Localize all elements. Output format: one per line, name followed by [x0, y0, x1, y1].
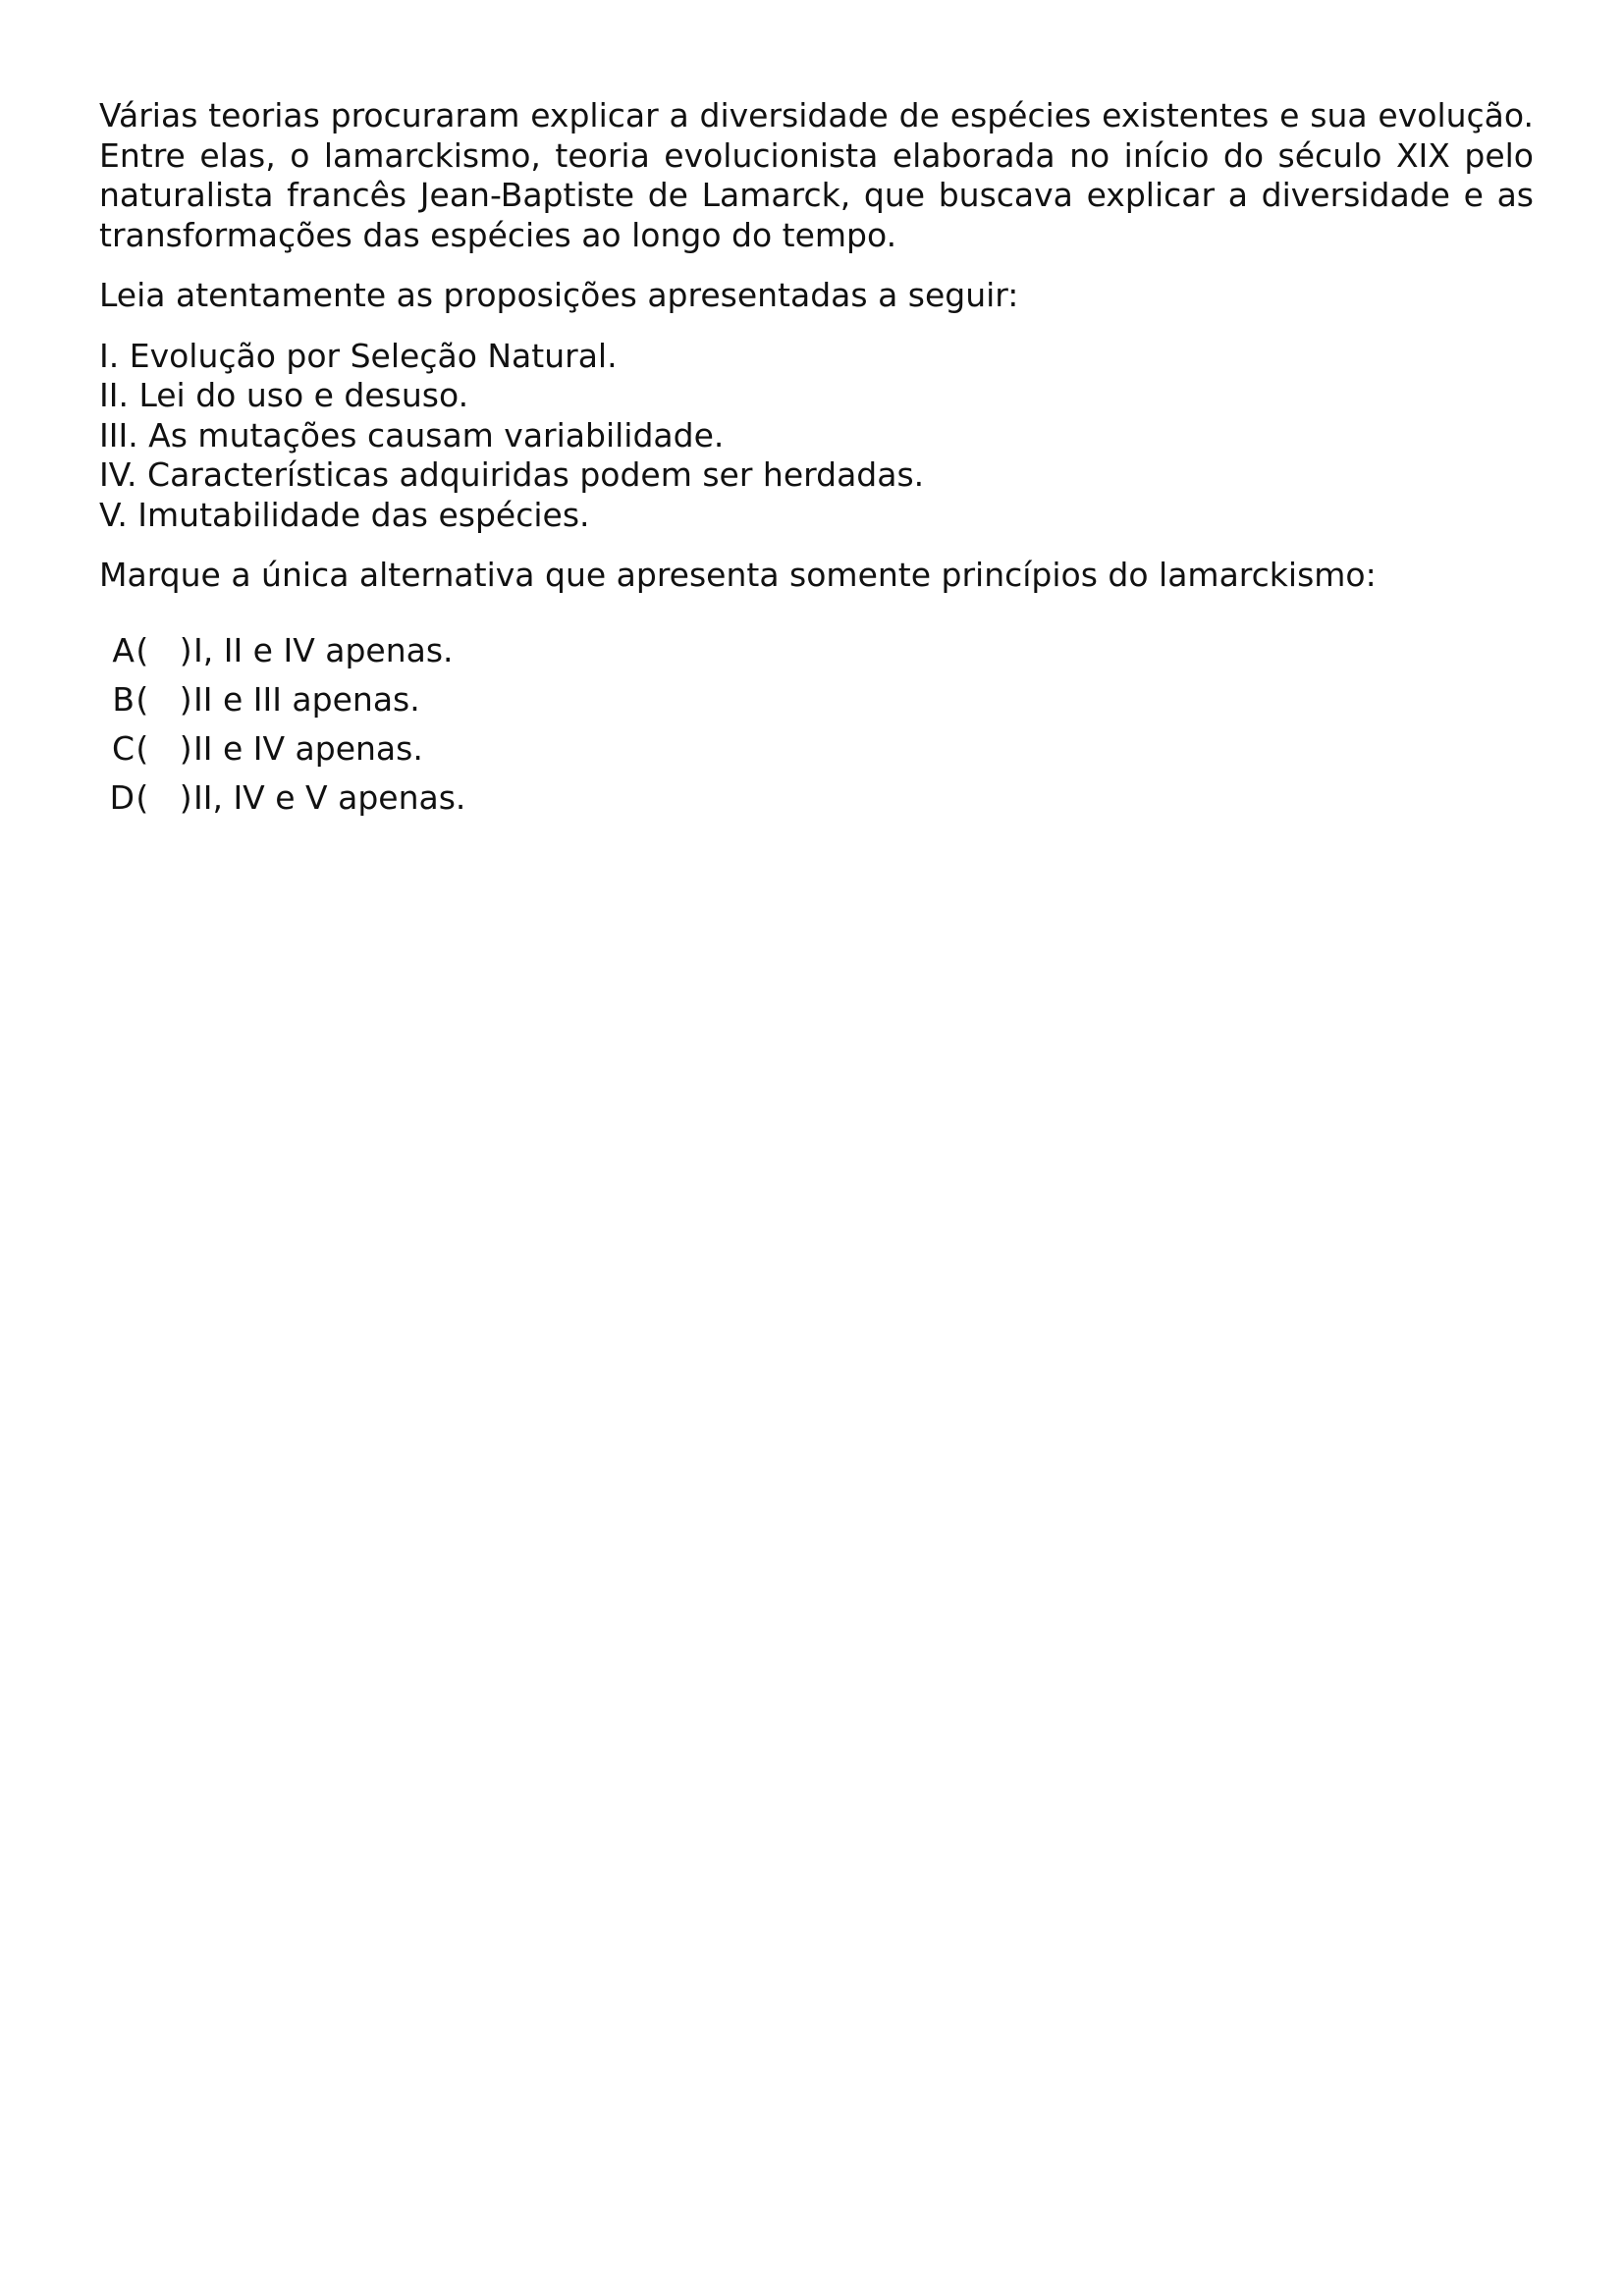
option-checkbox[interactable]: ( )	[135, 679, 192, 719]
option-b[interactable]	[99, 675, 1534, 724]
option-text: II e IV apenas.	[193, 728, 423, 768]
proposition-item: V. Imutabilidade das espécies.	[99, 495, 590, 534]
option-text: I, II e IV apenas.	[193, 630, 454, 669]
option-letter: C	[111, 728, 135, 768]
proposition-item: I. Evolução por Seleção Natural.	[99, 336, 618, 375]
option-letter: B	[112, 679, 135, 719]
question-content	[99, 96, 1534, 823]
option-checkbox[interactable]: ( )	[135, 777, 192, 817]
question-prompt: Marque a única alternativa que apresenta somente princípios do lamarckismo:	[99, 556, 1377, 594]
option-text: II e III apenas.	[193, 679, 420, 719]
instruction-text: Leia atentamente as proposições apresentadas a seguir:	[99, 276, 1019, 314]
proposition-item: III. As mutações causam variabilidade.	[99, 415, 725, 454]
proposition-item: IV. Características adquiridas podem ser herdadas.	[99, 455, 925, 494]
proposition-item: II. Lei do uso e desuso.	[99, 376, 469, 414]
option-letter: A	[112, 630, 135, 669]
intro-paragraph: Várias teorias procuraram explicar a diversidade de espécies existentes e sua evolução. Entre elas, o lamarckismo, teoria evolucionista elaborada no início do século XIX pelo naturalista francês Jean-Baptiste de Lamarck, que buscava explicar a diversidade e as transformações das espécies ao longo do tempo.	[99, 96, 1534, 254]
option-checkbox[interactable]: ( )	[135, 728, 192, 768]
option-d[interactable]	[99, 774, 1534, 823]
option-letter: D	[109, 777, 135, 817]
option-a[interactable]	[99, 626, 1534, 675]
option-checkbox[interactable]: ( )	[135, 630, 192, 669]
propositions-list	[99, 337, 1534, 536]
option-c[interactable]	[99, 724, 1534, 774]
option-text: II, IV e V apenas.	[193, 777, 466, 817]
answer-options	[99, 626, 1534, 823]
